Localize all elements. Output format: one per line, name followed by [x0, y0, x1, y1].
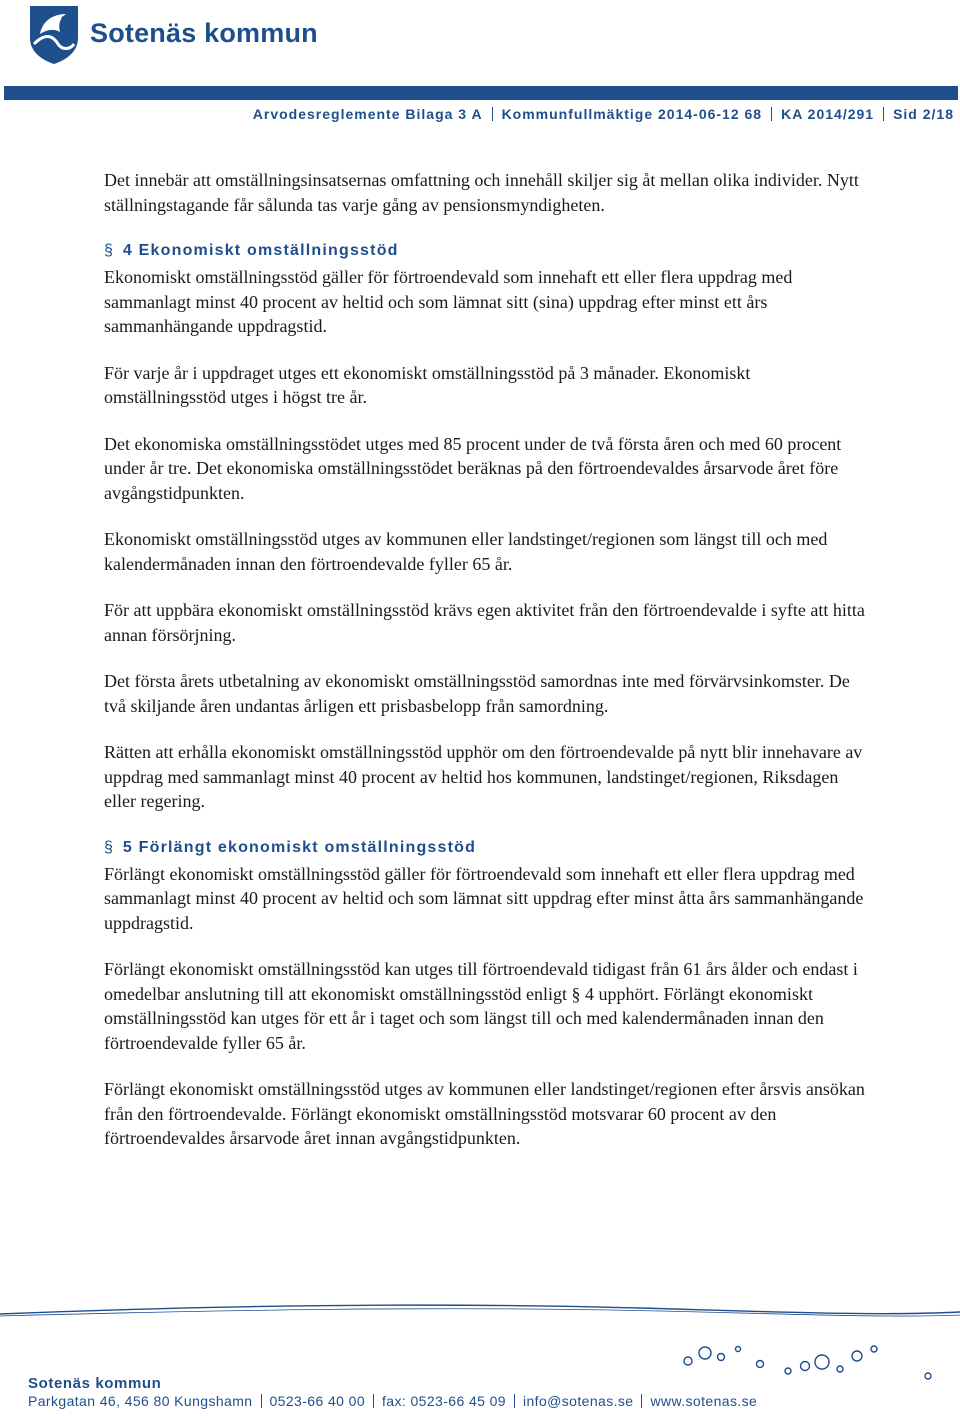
section-5-paragraph: Förlängt ekonomiskt omställningsstöd kan utges till förtroendevald tidigast från 61 års ålder och endast i omedelbar anslutning till att ekonomiskt omställningsstöd enligt § 4 upphört. Förlängt ekonomiskt omställningsstöd kan utges för ett år i taget och som längst till och med kalendermånaden innan den förtroendevalde fyller 65 år.	[104, 959, 858, 1053]
divider	[771, 107, 772, 121]
municipality-logo	[28, 4, 318, 66]
divider	[373, 1394, 374, 1408]
email-link[interactable]: info@sotenas.se	[522, 1393, 634, 1409]
council-date: Kommunfullmäktige 2014-06-12 68	[501, 106, 763, 122]
divider	[261, 1394, 262, 1408]
fax-number: fax: 0523-66 45 09	[382, 1393, 506, 1409]
footer-wave-decoration	[0, 1300, 960, 1380]
page-number: Sid 2/18	[893, 106, 954, 122]
section-4-paragraph: Ekonomiskt omställningsstöd gäller för förtroendevald som innehaft ett eller flera uppdrag med sammanlagt minst 40 procent av heltid och som lämnat sitt (sina) uppdrag efter minst ett års sammanhängande uppdragstid.	[104, 267, 793, 336]
logo-wordmark: Sotenäs kommun	[90, 17, 318, 48]
divider	[492, 107, 493, 121]
section-4-paragraph: Det ekonomiska omställningsstödet utges med 85 procent under de två första åren och med 60 procent under år tre. Det ekonomiska omställningsstödet beräknas på den förtroendevaldes årsarvode året före avgångstidpunkten.	[104, 433, 842, 503]
case-number: KA 2014/291	[781, 106, 875, 122]
document-title: Arvodesreglemente Bilaga 3 A	[252, 106, 483, 122]
divider	[883, 107, 884, 121]
section-4-paragraph: Ekonomiskt omställningsstöd utges av kommunen eller landstinget/regionen som längst till och med kalendermånaden innan den förtroendevalde fyller 65 år.	[104, 529, 828, 574]
coat-of-arms-icon	[28, 4, 80, 66]
document-body	[104, 168, 874, 1173]
footer-organization: Sotenäs kommun	[28, 1375, 162, 1392]
section-4-paragraph: För varje år i uppdraget utges ett ekonomiskt omställningsstöd på 3 månader. Ekonomiskt omställningsstöd utges i högst tre år.	[104, 362, 751, 407]
header-bar	[4, 86, 958, 100]
section-4-paragraph: Rätten att erhålla ekonomiskt omställningsstöd upphör om den förtroendevalde på nytt blir innehavare av uppdrag med sammanlagt minst 40 procent av heltid hos kommunen, landstinget/regionen, Riksdagen eller regering.	[104, 742, 863, 811]
postal-address: Parkgatan 46, 456 80 Kungshamn	[28, 1393, 253, 1409]
intro-paragraph: Det innebär att omställningsinsatsernas omfattning och innehåll skiljer sig åt mellan olika individer. Nytt ställningstagande får sålunda tas varje gång av pensionsmyndigheten.	[104, 170, 859, 215]
section-5-heading	[104, 836, 874, 860]
section-4-paragraph: Det första årets utbetalning av ekonomiskt omställningsstöd samordnas inte med förvärvsinkomster. De två skiljande åren undantas årligen ett prisbasbelopp från samordning.	[104, 671, 850, 716]
section-4-paragraph: För att uppbära ekonomiskt omställningsstöd krävs egen aktivitet från den förtroendevalde i syfte att hitta annan försörjning.	[104, 600, 865, 645]
header-meta	[253, 106, 954, 122]
section-5-paragraph: Förlängt ekonomiskt omställningsstöd utges av kommunen eller landstinget/regionen efter årsvis ansökan från den förtroendevalde. Förlängt ekonomiskt omställningsstöd motsvarar 60 procent av den förtroendevaldes årsarvode året innan avgångstidpunkten.	[104, 1079, 865, 1148]
phone-number: 0523-66 40 00	[269, 1393, 366, 1409]
section-4-title: 4 Ekonomiskt omställningsstöd	[122, 242, 399, 259]
section-5-title: 5 Förlängt ekonomiskt omställningsstöd	[122, 838, 477, 856]
divider	[641, 1394, 642, 1408]
website-link[interactable]: www.sotenas.se	[650, 1393, 758, 1409]
footer-contact	[28, 1393, 757, 1409]
section-5-paragraph: Förlängt ekonomiskt omställningsstöd gäller för förtroendevald som innehaft ett eller flera uppdrag med sammanlagt minst 40 procent av heltid och som lämnat sitt uppdrag efter minst åtta års sammanhängande uppdragstid.	[104, 863, 864, 933]
section-4-heading	[104, 239, 874, 263]
section-marker: §	[104, 838, 113, 856]
section-marker: §	[104, 242, 113, 259]
divider	[514, 1394, 515, 1408]
